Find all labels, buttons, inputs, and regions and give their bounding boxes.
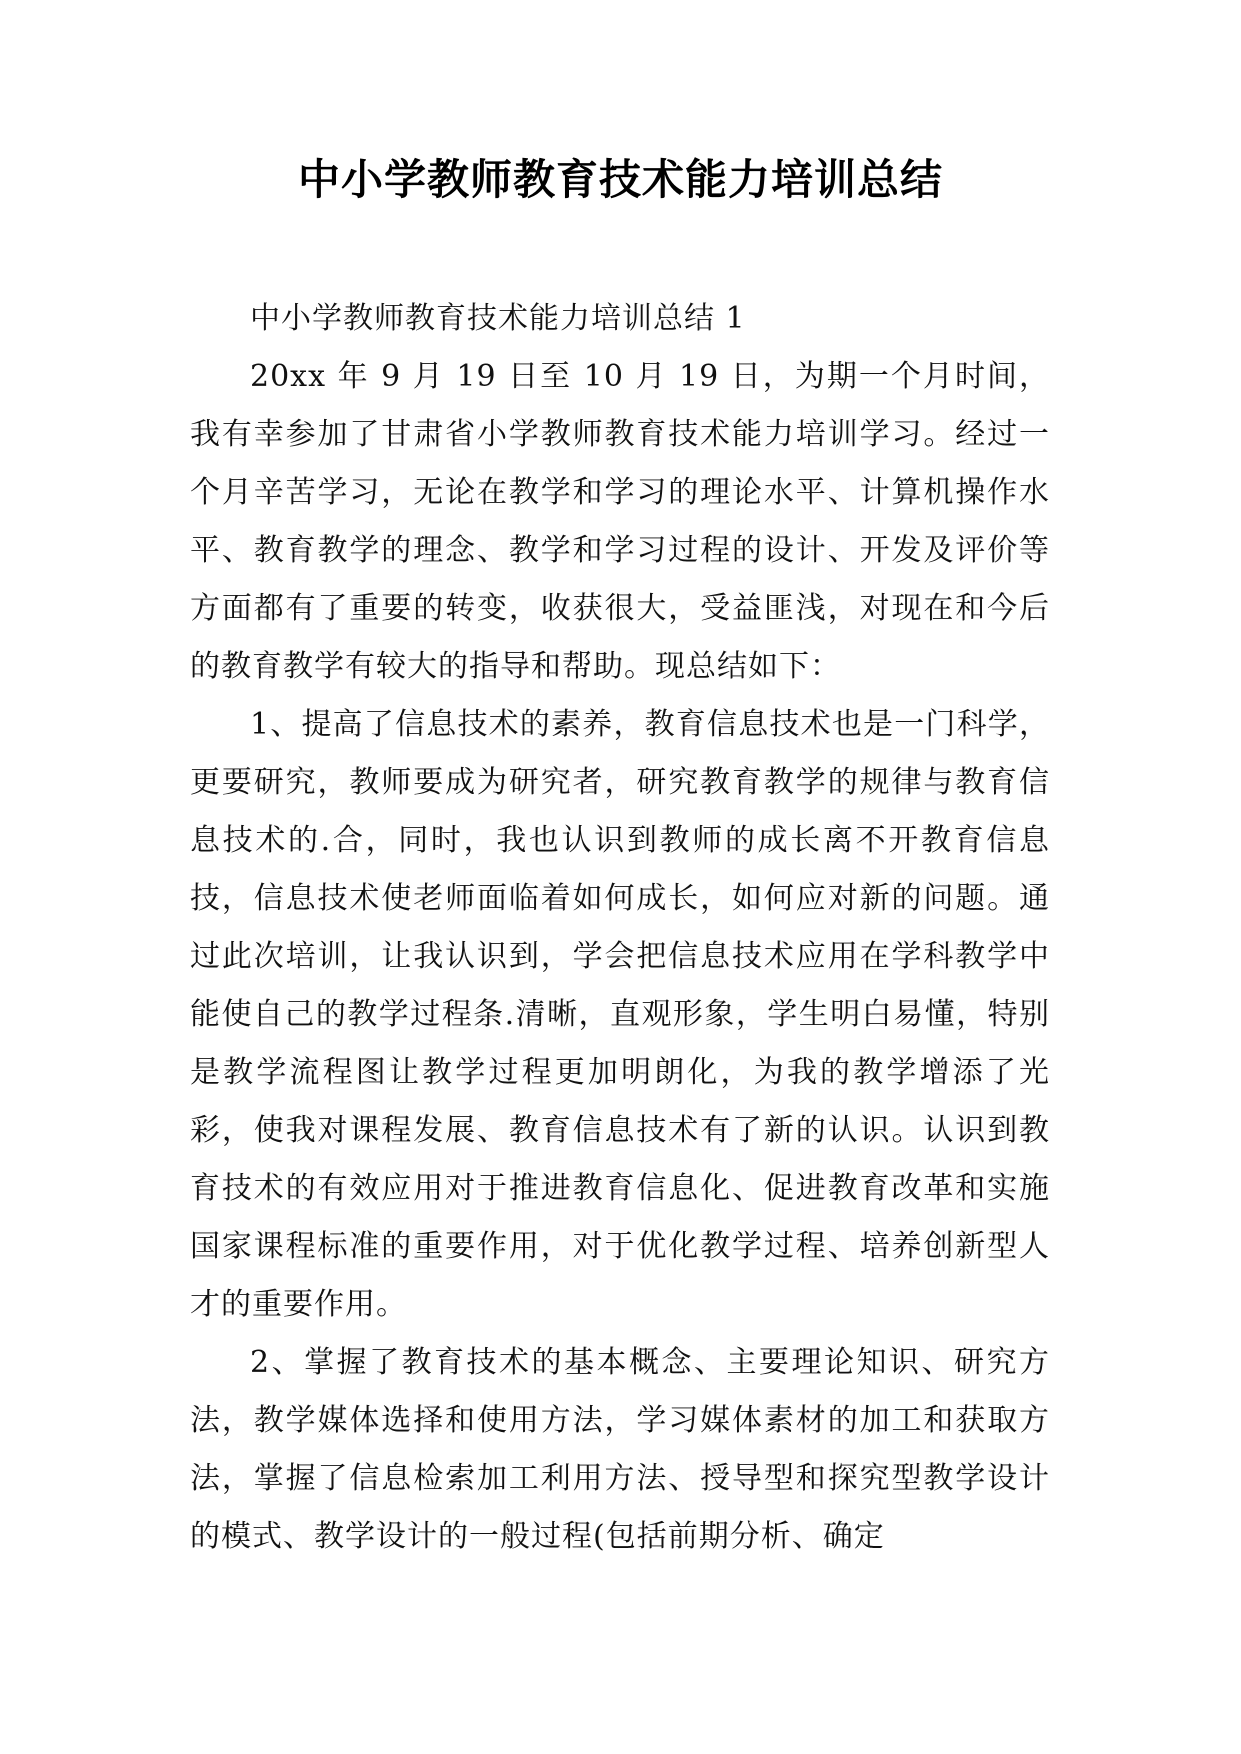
paragraph-heading: 中小学教师教育技术能力培训总结 1 <box>250 301 746 336</box>
paragraph-point-2: 2、掌握了教育技术的基本概念、主要理论知识、研究方法，教学媒体选择和使用方法，学习媒体素材的加工和获取方法，掌握了信息检索加工利用方法、授导型和探究型教学设计的模式、教学设计的一般过程(包括前期分析、确定 <box>190 1345 1050 1554</box>
paragraph-point-1: 1、提高了信息技术的素养，教育信息技术也是一门科学，更要研究，教师要成为研究者，研究教育教学的规律与教育信息技术的.合，同时，我也认识到教师的成长离不开教育信息技，信息技术使老师面临着如何成长，如何应对新的问题。通过此次培训，让我认识到，学会把信息技术应用在学科教学中能使自己的教学过程条.清晰，直观形象，学生明白易懂，特别是教学流程图让教学过程更加明朗化，为我的教学增添了光彩，使我对课程发展、教育信息技术有了新的认识。认识到教育技术的有效应用对于推进教育信息化、促进教育改革和实施国家课程标准的重要作用，对于优化教学过程、培养创新型人才的重要作用。 <box>190 707 1050 1322</box>
paragraph-intro: 20xx 年 9 月 19 日至 10 月 19 日，为期一个月时间，我有幸参加了甘肃省小学教师教育技术能力培训学习。经过一个月辛苦学习，无论在教学和学习的理论水平、计算机操作水平、教育教学的理念、教学和学习过程的设计、开发及评价等方面都有了重要的转变，收获很大，受益匪浅，对现在和今后的教育教学有较大的指导和帮助。现总结如下： <box>190 359 1050 684</box>
document-body <box>190 290 1050 1566</box>
document-title: 中小学教师教育技术能力培训总结 <box>297 155 943 204</box>
